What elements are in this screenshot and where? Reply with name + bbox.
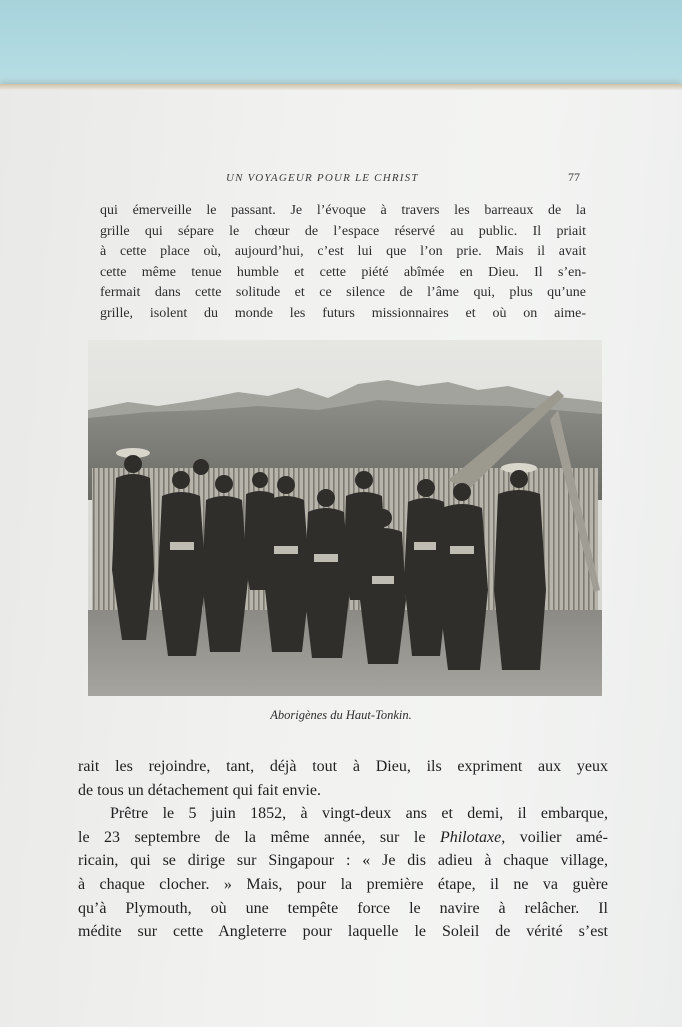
text-line: fermait dans cette solitude et ce silence de l’âme qui, plus qu’une <box>100 285 586 300</box>
paragraph-bottom <box>78 755 608 944</box>
text-line: ricain, qui se dirige sur Singapour : « Je dis adieu à chaque village, <box>78 852 608 870</box>
text-line: cette même tenue humble et cette piété abîmée en Dieu. Il s’en- <box>100 264 586 280</box>
text-line: grille, isolent du monde les futurs missionnaires et où on aime- <box>100 305 586 321</box>
text-line: qui émerveille le passant. Je l’évoque à travers les barreaux de la <box>100 203 586 218</box>
page-top-edge <box>0 84 682 90</box>
running-title: UN VOYAGEUR POUR LE CHRIST <box>226 172 419 184</box>
text-fragment: voilier amé- <box>505 828 608 846</box>
page-number: 77 <box>568 170 580 184</box>
text-line: médite sur cette Angleterre pour laquelle le Soleil de vérité s’est <box>78 923 608 941</box>
text-line: Prêtre le 5 juin 1852, à vingt-deux ans et demi, il embarque, <box>110 805 608 823</box>
photograph-illustration <box>88 340 602 696</box>
text-line: qu’à Plymouth, où une tempête force le navire à relâcher. Il <box>78 899 608 917</box>
photograph-aborigines <box>88 340 602 696</box>
text-line: rait les rejoindre, tant, déjà tout à Dieu, ils expriment aux yeux <box>78 758 608 775</box>
text-line: à cette place où, aujourd’hui, c’est lui que l’on prie. Mais il avait <box>100 244 586 259</box>
text-line: de tous un détachement qui fait envie. <box>78 781 322 799</box>
text-line <box>78 826 608 850</box>
figure-caption: Aborigènes du Haut-Tonkin. <box>270 708 412 722</box>
text-fragment: le 23 septembre de la même année, sur le <box>78 828 440 846</box>
text-line: grille qui sépare le chœur de l’espace réservé au public. Il priait <box>100 223 586 239</box>
ship-name: Philotaxe, <box>439 828 506 846</box>
text-line: à chaque clocher. » Mais, pour la première étape, il ne va guère <box>78 875 608 893</box>
paragraph-top <box>100 201 586 324</box>
